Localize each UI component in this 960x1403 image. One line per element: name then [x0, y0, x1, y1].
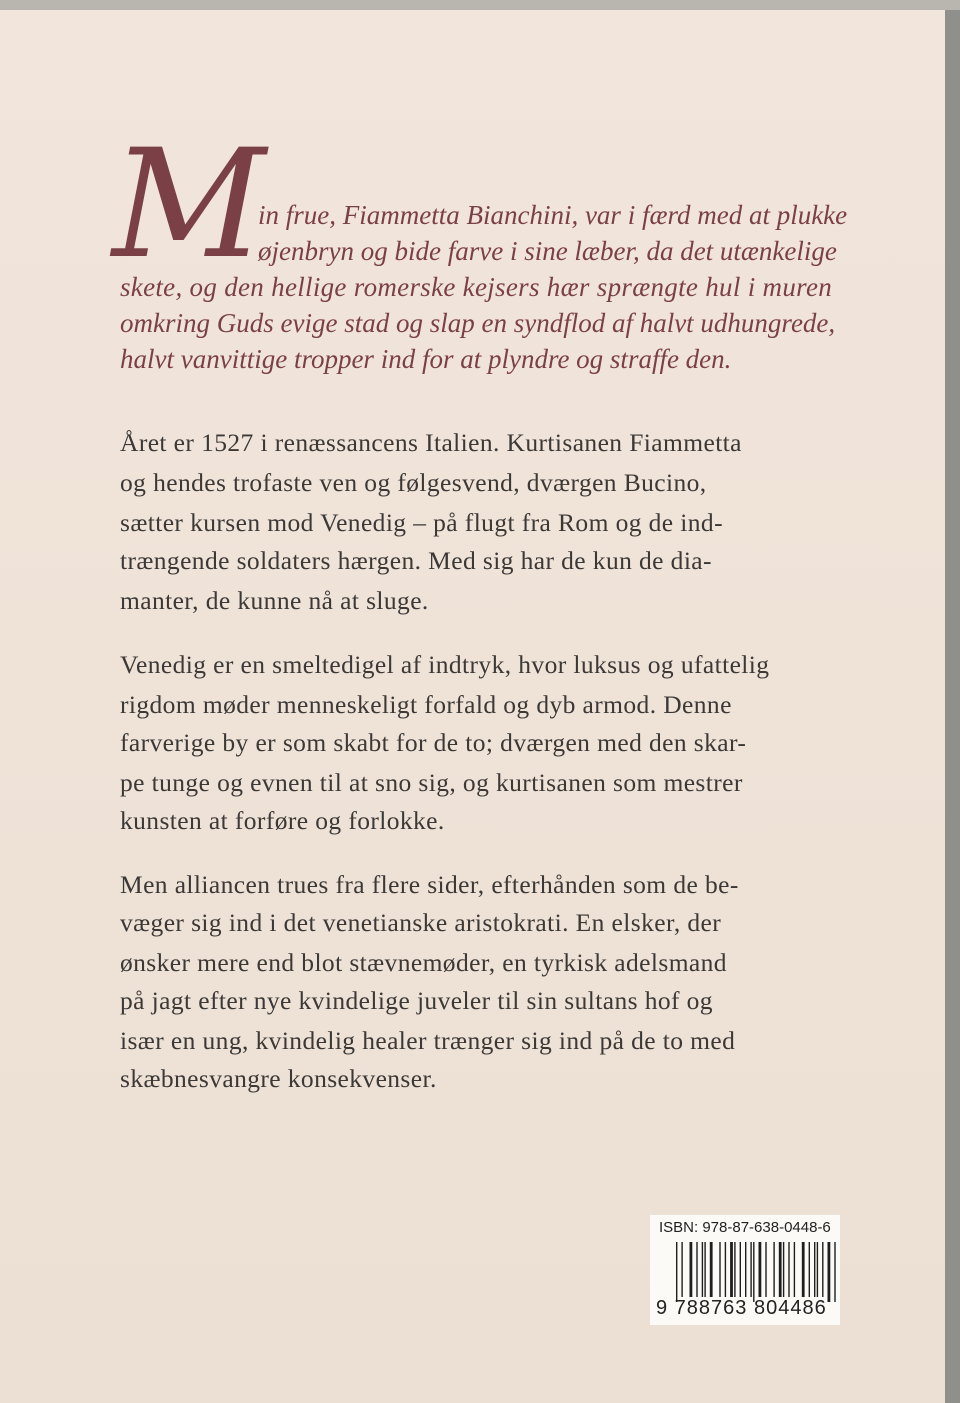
body-line: og hendes trofaste ven og følgesvend, dværgen Bucino,: [120, 468, 707, 497]
barcode-icon: [676, 1242, 836, 1302]
body-line: Året er 1527 i renæssancens Italien. Kurtisanen Fiammetta: [120, 428, 742, 457]
body-line: på jagt efter nye kvindelige juveler til sin sultans hof og: [120, 986, 713, 1015]
quote-line: in frue, Fiammetta Bianchini, var i færd med at plukke: [258, 200, 848, 230]
body-line: især en ung, kvindelig healer trænger sig ind på de to med: [120, 1026, 736, 1055]
isbn-text: ISBN: 978-87-638-0448-6: [659, 1219, 831, 1236]
body-line: skæbnesvangre konsekvenser.: [120, 1064, 437, 1093]
body-line: kunsten at forføre og forlokke.: [120, 806, 445, 835]
body-line: væger sig ind i det venetianske aristokrati. En elsker, der: [120, 908, 722, 937]
quote-line: halvt vanvittige tropper ind for at plyndre og straffe den.: [120, 344, 732, 374]
quote-line: skete, og den hellige romerske kejsers hær sprængte hul i muren: [120, 272, 833, 302]
drop-cap: M: [112, 118, 266, 292]
barcode-digits: 9 788763 804486: [656, 1297, 827, 1319]
quote-line: øjenbryn og bide farve i sine læber, da det utænkelige: [258, 236, 837, 266]
body-line: Men alliancen trues fra flere sider, efterhånden som de be-: [120, 870, 739, 899]
book-back-cover: [0, 10, 945, 1403]
isbn-barcode-label: [650, 1215, 840, 1325]
body-line: sætter kursen mod Venedig – på flugt fra Rom og de ind-: [120, 508, 723, 537]
top-edge: [0, 0, 960, 10]
body-line: farverige by er som skabt for de to; dværgen med den skar-: [120, 728, 747, 757]
body-line: rigdom møder menneskeligt forfald og dyb armod. Denne: [120, 690, 732, 719]
body-line: manter, de kunne nå at sluge.: [120, 586, 429, 615]
body-line: ønsker mere end blot stævnemøder, en tyrkisk adelsmand: [120, 948, 727, 977]
quote-line: omkring Guds evige stad og slap en syndflod af halvt udhungrede,: [120, 308, 836, 338]
body-line: trængende soldaters hærgen. Med sig har de kun de dia-: [120, 546, 712, 575]
body-line: Venedig er en smeltedigel af indtryk, hvor luksus og ufattelig: [120, 650, 770, 679]
body-line: pe tunge og evnen til at sno sig, og kurtisanen som mestrer: [120, 768, 743, 797]
